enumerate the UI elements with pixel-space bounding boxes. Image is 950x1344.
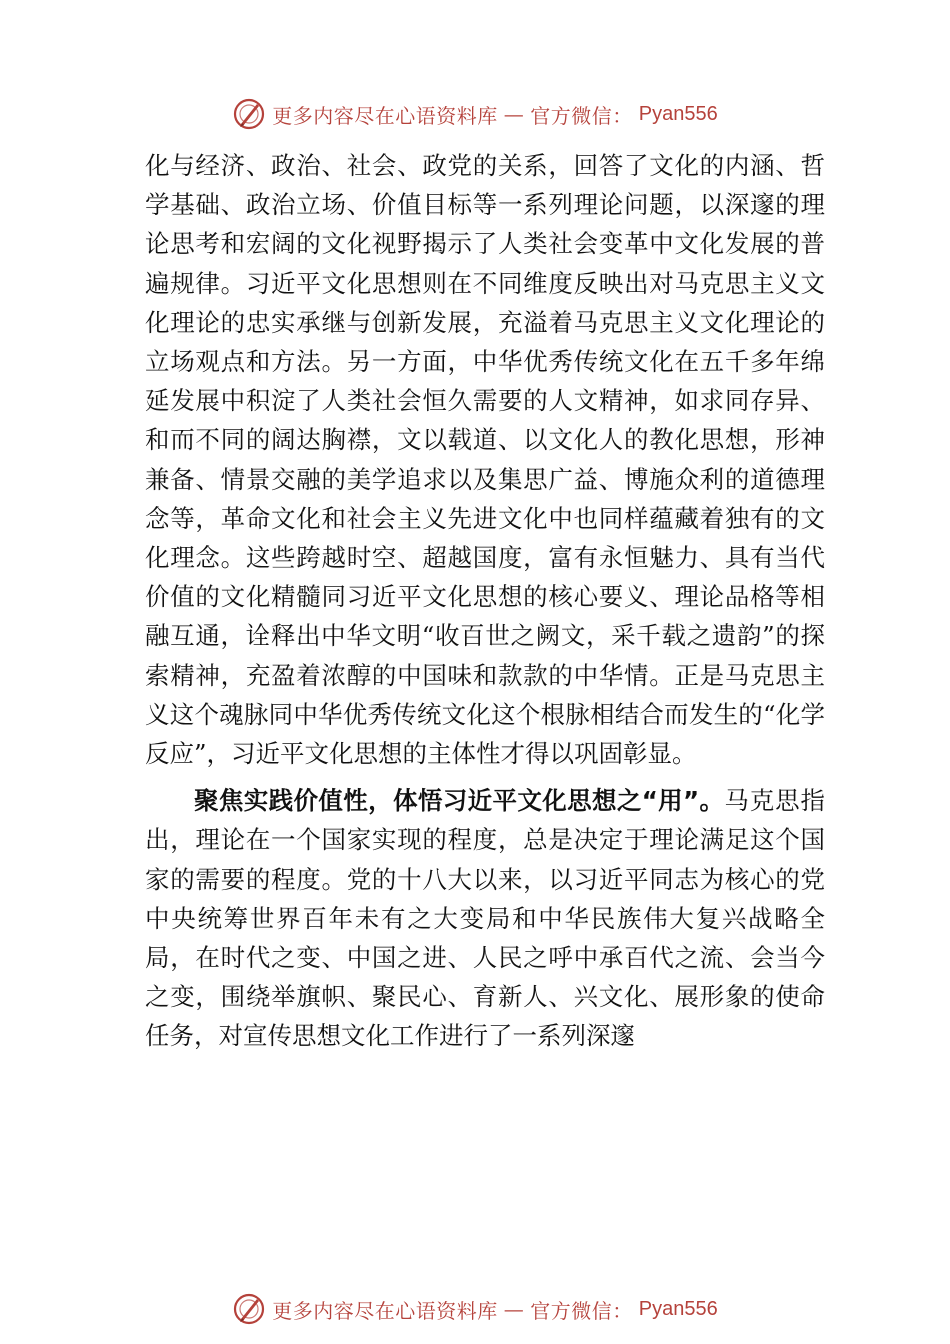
paragraph-1: 化与经济、政治、社会、政党的关系，回答了文化的内涵、哲学基础、政治立场、价值目标等一系列理论问题，以深邃的理论思考和宏阔的文化视野揭示了人类社会变革中文化发展的普遍规律。习近平文化思想则在不同维度反映出对马克思主义文化理论的忠实承继与创新发展，充溢着马克思主义文化理论的立场观点和方法。另一方面，中华优秀传统文化在五千多年绵延发展中积淀了人类社会恒久需要的人文精神，如求同存异、和而不同的阔达胸襟，文以载道、以文化人的教化思想，形神兼备、情景交融的美学追求以及集思广益、博施众利的道德理念等，革命文化和社会主义先进文化中也同样蕴藏着独有的文化理念。这些跨越时空、超越国度，富有永恒魅力、具有当代价值的文化精髓同习近平文化思想的核心要义、理论品格等相融互通，诠释出中华文明“收百世之阙文，采千载之遗韵”的探索精神，充盈着浓醇的中国味和款款的中华情。正是马克思主义这个魂脉同中华优秀传统文化这个根脉相结合而发生的“化学反应”，习近平文化思想的主体性才得以巩固彰显。 xyxy=(145,151,825,769)
account-id: Pyan556 xyxy=(638,1297,718,1320)
site-name: 更多内容尽在心语资料库 xyxy=(272,1298,498,1323)
account-label: 官方微信： xyxy=(530,1298,633,1323)
header-watermark xyxy=(0,92,950,136)
account-id: Pyan556 xyxy=(638,102,718,125)
footer-watermark xyxy=(0,1287,950,1331)
account-label: 官方微信： xyxy=(530,103,633,128)
quill-seal-icon xyxy=(232,97,266,131)
paragraph-2 xyxy=(145,781,825,1055)
site-name: 更多内容尽在心语资料库 xyxy=(272,103,498,128)
separator: — xyxy=(503,102,525,126)
paragraph-2-heading: 聚焦实践价值性，体悟习近平文化思想之“用”。 xyxy=(194,786,725,816)
document-body xyxy=(145,146,825,1056)
paragraph-2-text: 马克思指出，理论在一个国家实现的程度，总是决定于理论满足这个国家的需要的程度。党的十八大以来，以习近平同志为核心的党中央统筹世界百年未有之大变局和中华民族伟大复兴战略全局，在时代之变、中国之进、人民之呼中承百代之流、会当今之变，围绕举旗帜、聚民心、育新人、兴文化、展形象的使命任务，对宣传思想文化工作进行了一系列深邃 xyxy=(145,786,826,1051)
separator: — xyxy=(503,1297,525,1321)
quill-seal-icon xyxy=(232,1292,266,1326)
